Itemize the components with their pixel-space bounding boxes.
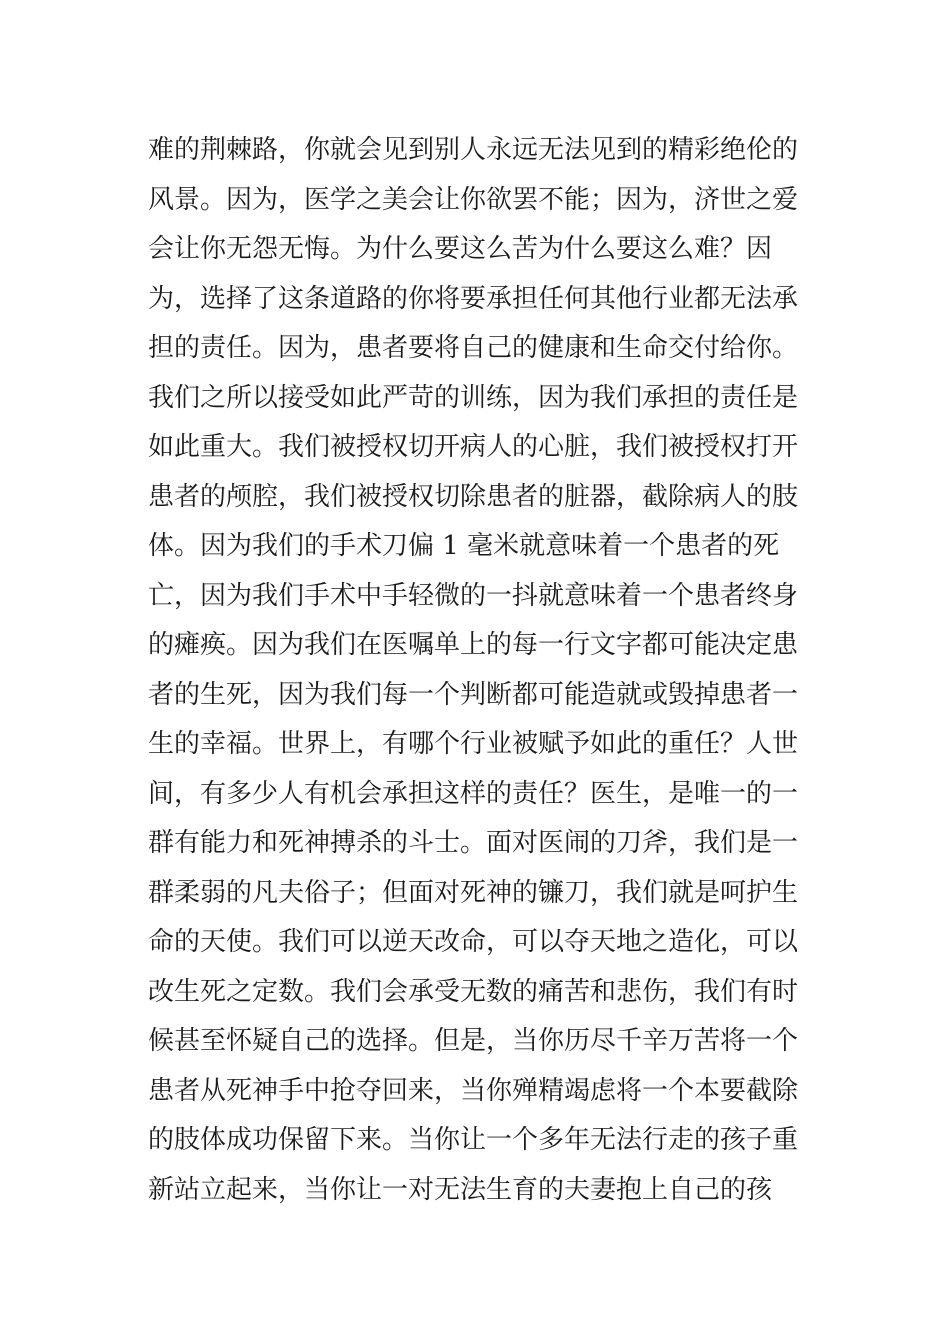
text-line: 会让你无怨无悔。为什么要这么苦为什么要这么难？因 <box>148 234 773 264</box>
text-line: 担的责任。因为，患者要将自己的健康和生命交付给你。 <box>148 333 799 363</box>
text-line: 命的天使。我们可以逆天改命，可以夺天地之造化，可以 <box>148 927 799 957</box>
text-line: 生的幸福。世界上，有哪个行业被赋予如此的重任？人世 <box>148 729 799 759</box>
text-line: 候甚至怀疑自己的选择。但是，当你历尽千辛万苦将一个 <box>148 1026 799 1056</box>
text-line: 难的荆棘路，你就会见到别人永远无法见到的精彩绝伦的 <box>148 135 799 165</box>
text-line: 亡，因为我们手术中手轻微的一抖就意味着一个患者终身 <box>148 580 799 611</box>
text-line: 患者从死神手中抢夺回来，当你殚精竭虑将一个本要截除 <box>148 1075 799 1106</box>
text-line: 者的生死，因为我们每一个判断都可能造就或毁掉患者一 <box>148 679 799 710</box>
text-line: 的肢体成功保留下来。当你让一个多年无法行走的孩子重 <box>148 1125 799 1155</box>
text-line: 患者的颅腔，我们被授权切除患者的脏器，截除病人的肢 <box>148 481 799 512</box>
text-line: 体。因为我们的手术刀偏 1 毫米就意味着一个患者的死 <box>148 531 780 561</box>
text-line: 新站立起来，当你让一对无法生育的夫妻抱上自己的孩 <box>148 1174 773 1205</box>
text-line: 我们之所以接受如此严苛的训练，因为我们承担的责任是 <box>148 382 799 413</box>
text-line: 改生死之定数。我们会承受无数的痛苦和悲伤，我们有时 <box>148 976 799 1007</box>
text-line: 间，有多少人有机会承担这样的责任？医生，是唯一的一 <box>148 778 799 809</box>
text-line: 群有能力和死神搏杀的斗士。面对医闹的刀斧，我们是一 <box>148 828 799 858</box>
text-line: 风景。因为，医学之美会让你欲罢不能；因为，济世之爱 <box>148 184 799 215</box>
body-text <box>148 126 808 1215</box>
text-line: 如此重大。我们被授权切开病人的心脏，我们被授权打开 <box>148 432 799 462</box>
text-line: 为，选择了这条道路的你将要承担任何其他行业都无法承 <box>148 283 799 314</box>
text-line: 的瘫痪。因为我们在医嘱单上的每一行文字都可能决定患 <box>148 630 799 660</box>
text-line: 群柔弱的凡夫俗子；但面对死神的镰刀，我们就是呵护生 <box>148 877 799 908</box>
